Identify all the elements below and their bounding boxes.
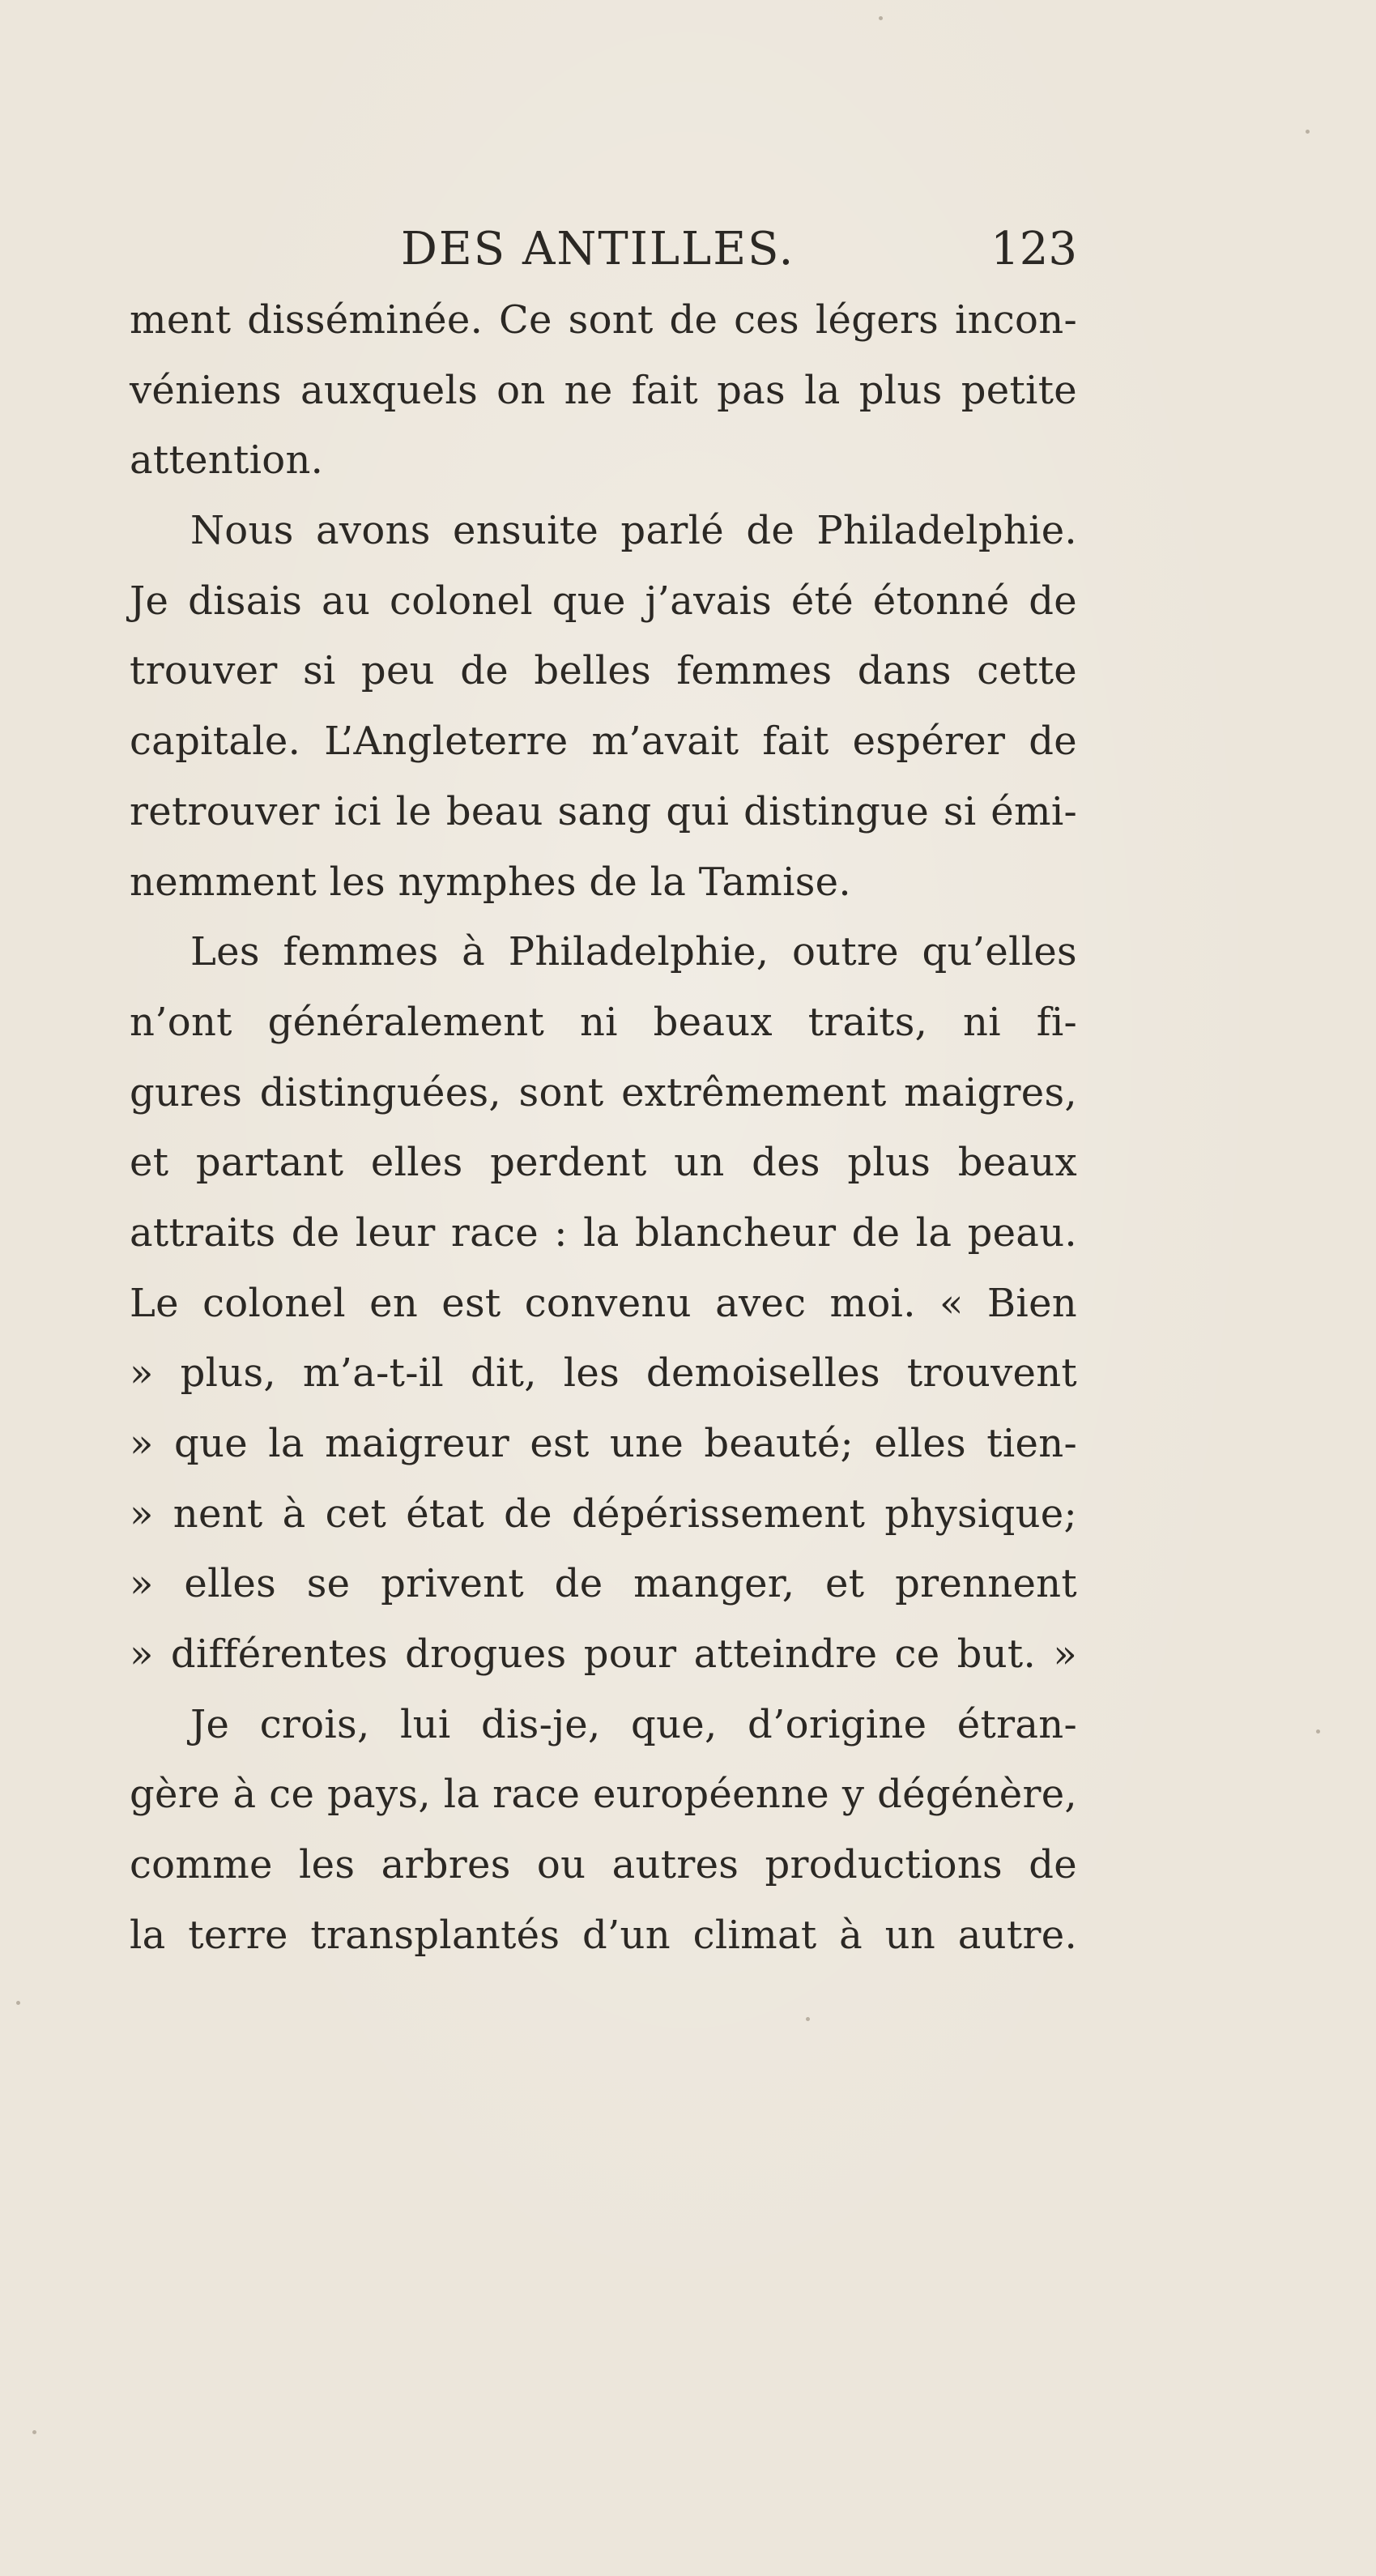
paper-speck xyxy=(1306,130,1310,134)
paper-speck xyxy=(1316,1729,1320,1734)
body-text xyxy=(130,285,1077,1971)
text-line: capitale. L’Angleterre m’avait fait espérer de xyxy=(130,719,1077,765)
paper-speck xyxy=(806,2017,810,2021)
text-line: Les femmes à Philadelphie, outre qu’elles xyxy=(190,929,1077,975)
text-line: et partant elles perdent un des plus beaux xyxy=(130,1140,1077,1186)
text-line: attention. xyxy=(130,437,324,484)
text-line: ment disséminée. Ce sont de ces légers incon- xyxy=(130,297,1077,343)
paper-speck xyxy=(879,16,883,20)
text-line: » elles se privent de manger, et prennent xyxy=(130,1561,1077,1607)
text-line: Je disais au colonel que j’avais été étonné de xyxy=(130,578,1077,624)
text-line: véniens auxquels on ne fait pas la plus petite xyxy=(130,367,1077,413)
text-line: la terre transplantés d’un climat à un autre. xyxy=(130,1912,1077,1958)
text-line: gère à ce pays, la race européenne y dégénère, xyxy=(130,1772,1077,1818)
text-line: Nous avons ensuite parlé de Philadelphie. xyxy=(190,508,1077,554)
text-line: comme les arbres ou autres productions de xyxy=(130,1842,1077,1888)
text-line: Je crois, lui dis-je, que, d’origine étran- xyxy=(190,1701,1077,1747)
paper-speck xyxy=(32,2430,36,2434)
text-line: » nent à cet état de dépérissement physique; xyxy=(130,1491,1077,1537)
paper-speck xyxy=(16,2001,20,2005)
page-number: 123 xyxy=(990,223,1077,275)
text-line: retrouver ici le beau sang qui distingue si émi- xyxy=(130,788,1077,834)
text-line: » que la maigreur est une beauté; elles tien- xyxy=(130,1421,1077,1466)
text-line: gures distinguées, sont extrêmement maigres, xyxy=(130,1069,1077,1115)
text-line: » plus, m’a-t-il dit, les demoiselles trouvent xyxy=(130,1350,1077,1397)
running-title: DES ANTILLES. xyxy=(401,223,795,275)
text-line: Le colonel en est convenu avec moi. « Bien xyxy=(130,1280,1077,1326)
text-line: » différentes drogues pour atteindre ce but. » xyxy=(130,1631,1077,1678)
text-line: attraits de leur race : la blancheur de la peau. xyxy=(130,1209,1077,1256)
page-header xyxy=(130,217,1077,282)
text-line: n’ont généralement ni beaux traits, ni fi- xyxy=(130,999,1077,1045)
text-line: trouver si peu de belles femmes dans cette xyxy=(130,648,1077,694)
text-line: nemment les nymphes de la Tamise. xyxy=(130,859,851,905)
